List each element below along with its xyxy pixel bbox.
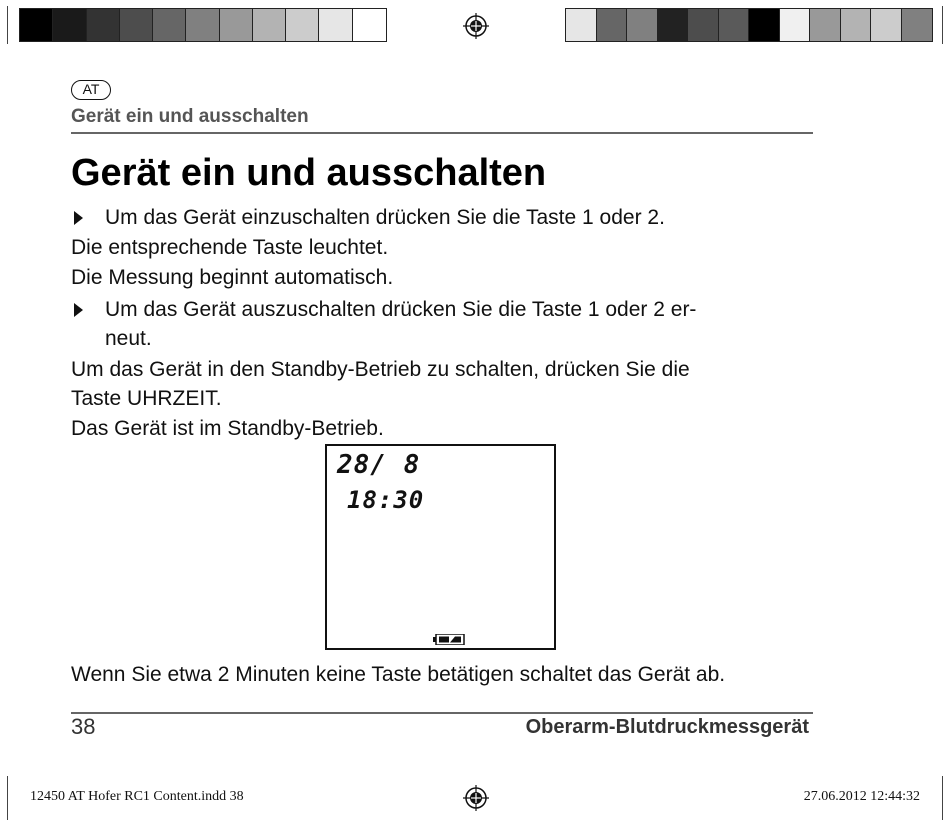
color-swatch (719, 9, 750, 41)
color-swatch (841, 9, 872, 41)
color-bar-right (565, 8, 933, 42)
color-swatch (120, 9, 153, 41)
bullet-text: Um das Gerät auszuschalten drücken Sie die Taste 1 oder 2 er- (105, 298, 697, 321)
color-swatch (627, 9, 658, 41)
registration-mark-icon (462, 12, 490, 40)
bullet-triangle-icon (74, 303, 83, 317)
color-swatch (780, 9, 811, 41)
paragraph: Um das Gerät in den Standby-Betrieb zu schalten, drücken Sie die (71, 358, 690, 381)
color-bar-left (19, 8, 387, 42)
crop-mark (7, 6, 8, 44)
footer-rule (71, 712, 813, 714)
color-swatch (902, 9, 933, 41)
crop-mark (7, 776, 8, 820)
color-swatch (353, 9, 386, 41)
paragraph: Das Gerät ist im Standby-Betrieb. (71, 417, 384, 440)
paragraph: Die entsprechende Taste leuchtet. (71, 236, 389, 259)
header-rule (71, 132, 813, 134)
color-swatch (220, 9, 253, 41)
color-swatch (566, 9, 597, 41)
color-swatch (658, 9, 689, 41)
footer-product-title: Oberarm-Blutdruckmessgerät (525, 716, 809, 738)
registration-mark-icon (462, 784, 490, 812)
color-swatch (810, 9, 841, 41)
color-swatch (319, 9, 352, 41)
color-swatch (597, 9, 628, 41)
color-swatch (286, 9, 319, 41)
bullet-item (71, 203, 813, 232)
bullet-item (71, 295, 813, 353)
page-number: 38 (71, 714, 96, 739)
color-swatch (749, 9, 780, 41)
paragraph: Die Messung beginnt automatisch. (71, 266, 394, 289)
color-swatch (688, 9, 719, 41)
slug-file: 12450 AT Hofer RC1 Content.indd 38 (30, 789, 244, 804)
crop-mark (942, 6, 943, 44)
paragraph: Wenn Sie etwa 2 Minuten keine Taste betätigen schaltet das Gerät ab. (71, 663, 726, 686)
crop-mark (942, 776, 943, 820)
running-head: Gerät ein und ausschalten (71, 106, 309, 127)
slug-timestamp: 27.06.2012 12:44:32 (803, 789, 920, 804)
lcd-time: 18:30 (347, 486, 425, 514)
color-swatch (253, 9, 286, 41)
language-badge: AT (71, 80, 111, 100)
paragraph: Taste UHRZEIT. (71, 387, 222, 410)
color-swatch (186, 9, 219, 41)
color-swatch (87, 9, 120, 41)
color-swatch (871, 9, 902, 41)
lcd-date: 28/ 8 (337, 450, 421, 480)
color-swatch (20, 9, 53, 41)
bullet-text: neut. (105, 327, 152, 350)
battery-icon (433, 632, 465, 643)
color-swatch (53, 9, 86, 41)
bullet-text: Um das Gerät einzuschalten drücken Sie die Taste 1 oder 2. (105, 206, 665, 229)
page-title: Gerät ein und ausschalten (71, 152, 547, 194)
color-swatch (153, 9, 186, 41)
bullet-triangle-icon (74, 211, 83, 225)
lcd-display (325, 444, 556, 650)
